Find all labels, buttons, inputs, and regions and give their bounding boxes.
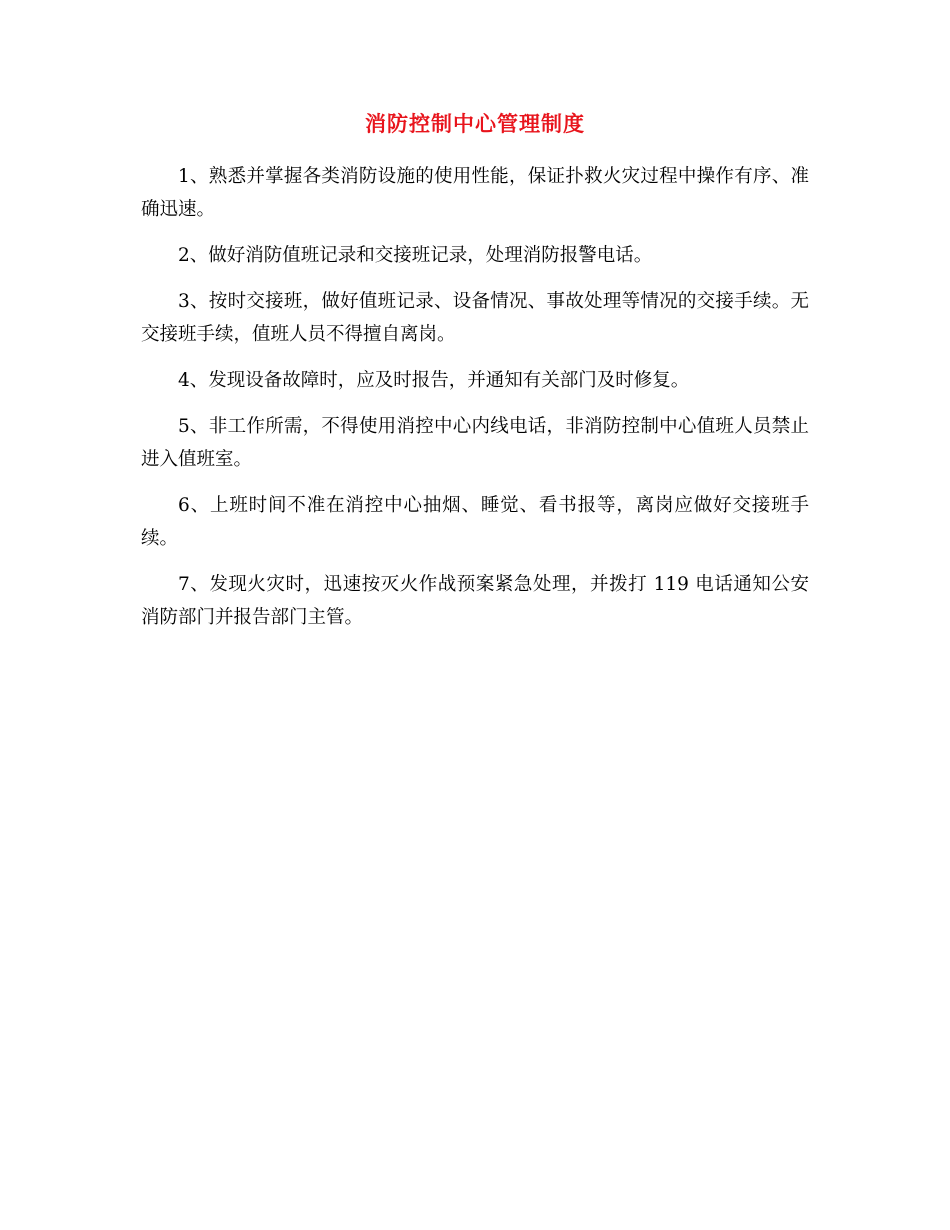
rule-item-1: 1、熟悉并掌握各类消防设施的使用性能，保证扑救火灾过程中操作有序、准确迅速。: [141, 166, 809, 220]
rule-item-4: 4、发现设备故障时，应及时报告，并通知有关部门及时修复。: [178, 370, 690, 391]
document-title: 消防控制中心管理制度: [365, 111, 585, 136]
rule-item-7: 7、发现火灾时，迅速按灭火作战预案紧急处理，并拨打 119 电话通知公安消防部门并报告部门主管。: [141, 574, 809, 628]
document-body: [141, 108, 809, 647]
rule-item-5: 5、非工作所需，不得使用消控中心内线电话，非消防控制中心值班人员禁止进入值班室。: [141, 416, 809, 470]
rule-item-2: 2、做好消防值班记录和交接班记录，处理消防报警电话。: [178, 245, 653, 266]
rule-item-3: 3、按时交接班，做好值班记录、设备情况、事故处理等情况的交接手续。无交接班手续，值班人员不得擅自离岗。: [141, 291, 809, 345]
rule-item-6: 6、上班时间不准在消控中心抽烟、睡觉、看书报等，离岗应做好交接班手续。: [141, 495, 809, 549]
